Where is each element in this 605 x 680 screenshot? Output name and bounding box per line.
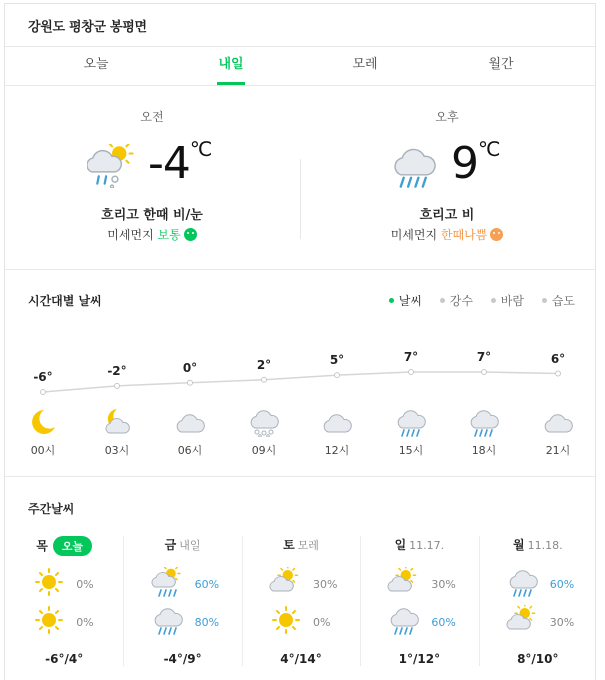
weekly-day-header[interactable] [479, 536, 596, 553]
am-temperature [148, 137, 212, 189]
hourly-hour: 12시 [324, 444, 350, 457]
sun-icon [32, 567, 66, 597]
am-dust-value: 보통 [157, 228, 181, 242]
legend-humidity[interactable] [542, 294, 575, 308]
legend-dot [389, 298, 394, 303]
legend-dot [491, 298, 496, 303]
cloud-icon [173, 407, 207, 437]
weekly-day-header[interactable] [242, 536, 360, 553]
pm-dust-label: 미세먼지 [390, 228, 438, 242]
weekly-day-name: 일 [394, 538, 407, 552]
hourly-hour: 06시 [177, 444, 203, 457]
temperature-point [335, 373, 340, 378]
temperature-point [115, 383, 120, 388]
weekly-day-header[interactable] [123, 536, 241, 553]
cloud-rain-icon [394, 407, 428, 437]
section-divider [5, 476, 595, 477]
weekly-day-sub: 11.17. [409, 539, 445, 552]
weekly-day-header[interactable] [5, 536, 123, 556]
hourly-hour: 09시 [251, 444, 277, 457]
legend-precipitation-label: 강수 [449, 294, 473, 308]
cloud-rain-icon [389, 143, 439, 189]
weather-widget [4, 3, 596, 680]
am-temp-value: -4 [148, 138, 190, 189]
temperature-point [188, 380, 193, 385]
hourly-temp: 5° [329, 353, 345, 368]
location-title: 강원도 평창군 봉평면 [28, 20, 147, 35]
weekly-title: 주간날씨 [28, 502, 75, 516]
hourly-hour: 15시 [398, 444, 424, 457]
weekly-pm-precip: 80% [194, 616, 220, 629]
column-divider [123, 536, 124, 666]
column-divider [242, 536, 243, 666]
am-label: 오전 [140, 110, 164, 124]
hourly-hour: 21시 [545, 444, 571, 457]
tab-monthly[interactable]: 월간 [488, 57, 514, 72]
hourly-hour: 18시 [471, 444, 497, 457]
weekly-pm-precip: 0% [76, 616, 94, 629]
legend-wind-label: 바람 [500, 294, 524, 308]
panel-divider [300, 159, 301, 239]
cloud-icon [541, 407, 575, 437]
legend-dot [440, 298, 445, 303]
legend-dot [542, 298, 547, 303]
tab-day-after[interactable]: 모레 [352, 57, 378, 72]
legend-wind[interactable] [491, 294, 524, 308]
moon-icon [26, 407, 60, 437]
partly-cloudy-icon [506, 605, 540, 635]
weekly-am-precip: 30% [313, 578, 338, 591]
hourly-temperature-line [5, 344, 595, 404]
pm-temp-value: 9 [451, 138, 478, 189]
weekly-day-name: 월 [512, 538, 525, 552]
am-dust [32, 226, 272, 243]
weekly-day-sub: 내일 [179, 539, 201, 552]
moon-cloud-icon [100, 407, 134, 437]
legend-weather-label: 날씨 [398, 294, 422, 308]
weekly-day-sub: 모레 [297, 539, 319, 552]
section-divider [5, 269, 595, 270]
partly-cloudy-rain-icon [151, 567, 185, 597]
legend-weather[interactable] [389, 294, 422, 308]
hourly-temp: 7° [476, 350, 492, 364]
partly-cloudy-rain-snow-icon [87, 143, 137, 189]
weekly-day-name: 목 [36, 539, 48, 553]
weekly-day-header[interactable] [360, 536, 478, 553]
weekly-pm-precip: 60% [431, 616, 456, 629]
temperature-point [409, 370, 414, 375]
cloud-rain-icon [506, 567, 540, 597]
weekly-am-precip: 60% [549, 578, 575, 591]
weekly-temps: 1°/12° [398, 652, 441, 666]
pm-dust [327, 226, 567, 243]
weekly-day-name: 금 [164, 538, 177, 552]
weekly-temps: 4°/14° [280, 652, 322, 666]
cloud-rain-icon [387, 605, 421, 635]
weekly-temps: -6°/4° [45, 652, 84, 666]
day-tabs [5, 46, 595, 86]
am-condition: 흐리고 한때 비/눈 [101, 208, 203, 223]
temperature-point [262, 377, 267, 382]
temperature-point [41, 390, 46, 395]
cloud-icon [320, 407, 354, 437]
weekly-temps: 8°/10° [517, 652, 559, 666]
tab-tomorrow[interactable]: 내일 [191, 47, 271, 85]
hourly-legend [360, 292, 575, 309]
sun-icon [32, 605, 66, 635]
hourly-temp: 7° [403, 350, 419, 364]
pm-temperature [451, 137, 500, 189]
smile-face-icon [184, 228, 197, 241]
cloud-rain-icon [151, 605, 185, 635]
weekly-pm-precip: 30% [549, 616, 575, 629]
hourly-title: 시간대별 날씨 [28, 294, 102, 308]
hourly-hour: 03시 [104, 444, 130, 457]
hourly-temp: 2° [256, 357, 272, 372]
weekly-am-precip: 30% [431, 578, 456, 591]
sun-icon [269, 605, 303, 635]
partly-cloudy-icon [387, 567, 421, 597]
tab-today[interactable]: 오늘 [83, 57, 109, 72]
pm-dust-value: 한때나쁨 [440, 228, 488, 242]
weekly-temps: -4°/9° [163, 652, 202, 666]
legend-humidity-label: 습도 [551, 294, 575, 308]
weekly-day-sub: 11.18. [527, 539, 563, 552]
pm-label: 오후 [435, 110, 459, 124]
cloud-rain-icon [467, 407, 501, 437]
hourly-temp: -2° [107, 363, 127, 378]
frown-face-icon [490, 228, 503, 241]
am-dust-label: 미세먼지 [107, 228, 154, 242]
pm-temp-unit: ℃ [478, 137, 501, 161]
hourly-temp: 6° [550, 351, 566, 366]
weekly-day-name: 토 [283, 538, 295, 552]
hourly-temp: 0° [182, 360, 198, 375]
today-badge: 오늘 [53, 536, 92, 556]
weekly-am-precip: 60% [194, 578, 220, 591]
column-divider [360, 536, 361, 666]
cloud-snow-icon [247, 407, 281, 437]
weekly-am-precip: 0% [76, 578, 94, 591]
temperature-point [556, 371, 561, 376]
am-temp-unit: ℃ [189, 137, 213, 161]
legend-precipitation[interactable] [440, 294, 473, 308]
column-divider [479, 536, 480, 666]
pm-condition: 흐리고 비 [419, 208, 475, 223]
temperature-point [482, 370, 487, 375]
hourly-temp: -6° [33, 370, 53, 384]
partly-cloudy-icon [269, 567, 303, 597]
weekly-pm-precip: 0% [313, 616, 331, 629]
hourly-hour: 00시 [30, 444, 56, 457]
